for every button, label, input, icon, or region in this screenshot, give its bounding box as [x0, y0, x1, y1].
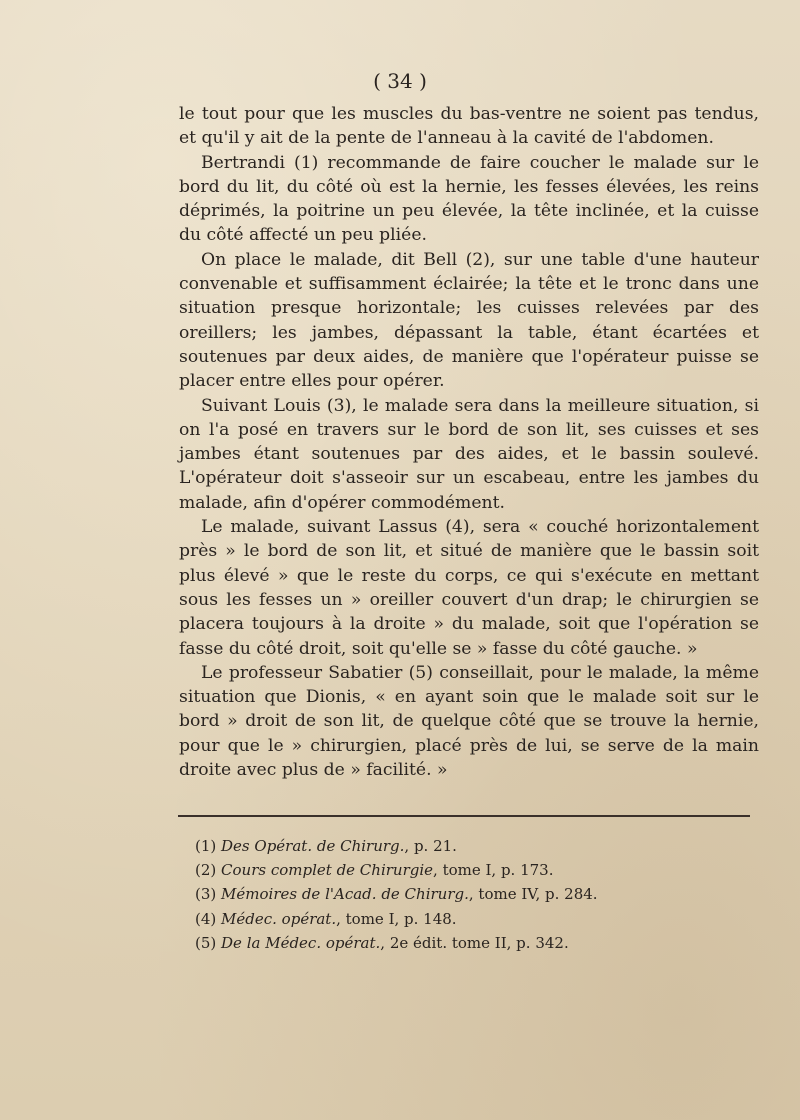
- footnote-title: Des Opérat. de Chirurg.: [221, 837, 405, 855]
- footnote-marker: (2): [195, 861, 217, 880]
- paragraph-5: Le malade, suivant Lassus (4), sera « couché horizontalement près » le bord de son lit, et situé de manière que le bassin soit plus élevé » que le reste du corps, ce qui s'exécute en mettant sous les fesses un » oreiller couvert d'un drap; le chirurgien se placera toujours à la droite » du malade, soit que l'opération se fasse du côté droit, soit qu'elle se » fasse du côté gauche. »: [179, 517, 759, 659]
- footnote-5: [195, 931, 735, 955]
- footnote-reference: , tome IV, p. 284.: [468, 885, 598, 904]
- footnote-title: Cours complet de Chirurgie: [221, 861, 434, 880]
- footnotes: [195, 834, 735, 955]
- footnote-marker: (5): [195, 933, 217, 952]
- footnote-reference: , tome I, p. 148.: [336, 909, 457, 928]
- footnote-marker: (3): [195, 885, 217, 904]
- footnote-title: De la Médec. opérat.: [221, 933, 381, 952]
- footnote-reference: , 2e édit. tome II, p. 342.: [380, 933, 569, 952]
- footnote-4: [195, 907, 735, 931]
- paragraph-6: Le professeur Sabatier (5) conseillait, pour le malade, la même situation que Dionis, « en ayant soin que le malade soit sur le bord » droit de son lit, de quelque côté que se trouve la hernie, pour que le » chirurgien, placé près de lui, se serve de la main droite avec plus de » facilité. »: [179, 662, 759, 781]
- paragraph-1: le tout pour que les muscles du bas-ventre ne soient pas tendus, et qu'il y ait de la pente de l'anneau à la cavité de l'abdomen.: [179, 104, 759, 149]
- footnote-marker: (1): [195, 837, 217, 855]
- footnote-divider: [178, 815, 750, 817]
- footnote-1: [195, 834, 735, 858]
- paragraph-2: Bertrandi (1) recommande de faire coucher le malade sur le bord du lit, du côté où est la hernie, les fesses élevées, les reins déprimés, la poitrine un peu élevée, la tête inclinée, et la cuisse du côté affecté un peu pliée.: [179, 152, 759, 246]
- paragraph-4: Suivant Louis (3), le malade sera dans la meilleure situation, si on l'a posé en travers sur le bord de son lit, ses cuisses et ses jambes étant soutenues par des aides, et le bassin soulevé. L'opérateur doit s'asseoir sur un escabeau, entre les jambes du malade, afin d'opérer commodément.: [179, 395, 759, 513]
- body-text: [179, 102, 759, 782]
- footnote-reference: , p. 21.: [404, 837, 457, 855]
- footnote-title: Mémoires de l'Acad. de Chirurg.: [221, 885, 469, 904]
- footnote-reference: , tome I, p. 173.: [433, 861, 554, 880]
- page-number: ( 34 ): [373, 69, 427, 93]
- footnote-marker: (4): [195, 909, 217, 928]
- footnote-2: [195, 858, 735, 882]
- footnote-3: [195, 882, 735, 906]
- paragraph-3: On place le malade, dit Bell (2), sur une table d'une hauteur convenable et suffisamment éclairée; la tête et le tronc dans une situation presque horizontale; les cuisses relevées par des oreillers; les jambes, dépassant la table, étant écartées et soutenues par deux aides, de manière que l'opérateur puisse se placer entre elles pour opérer.: [179, 249, 759, 392]
- footnote-title: Médec. opérat.: [221, 909, 337, 928]
